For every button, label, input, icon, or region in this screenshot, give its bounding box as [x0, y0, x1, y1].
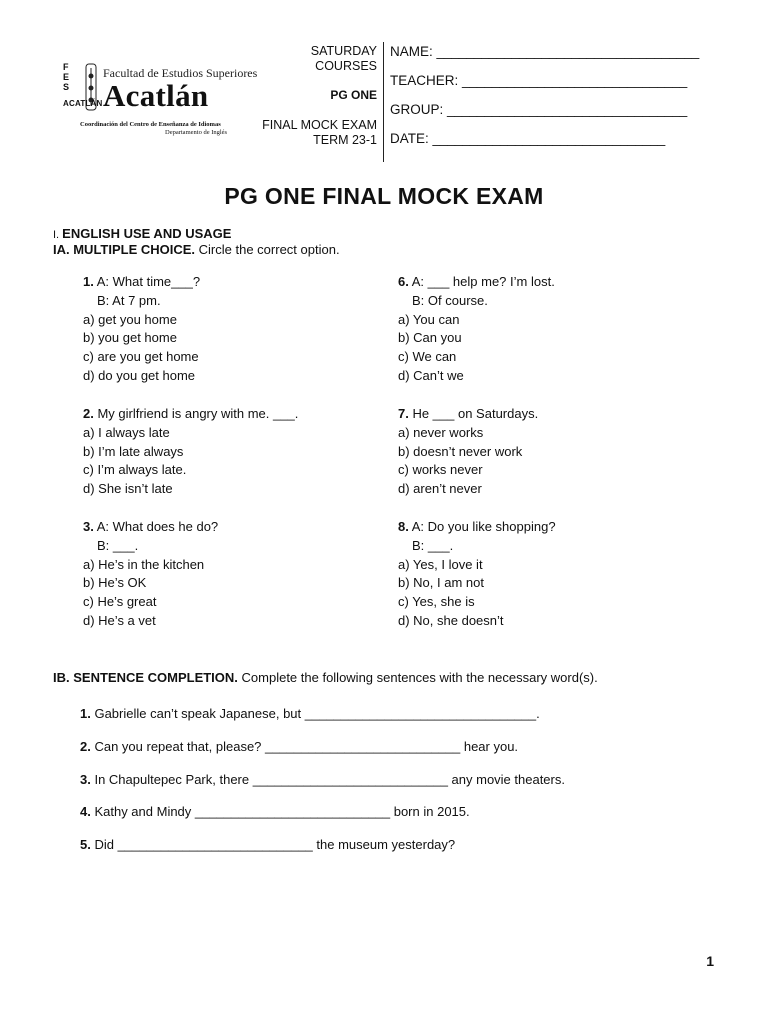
sentence-number: 3. — [80, 772, 91, 787]
fes-letter-e: E — [63, 72, 70, 82]
section-1-number: I. — [53, 229, 63, 241]
coordination-line: Coordinación del Centro de Enseñanza de Idiomas — [80, 121, 221, 128]
page-number: 1 — [706, 953, 714, 969]
section-ib-title: IB. SENTENCE COMPLETION. — [53, 670, 238, 685]
department-line: Departamento de Inglés — [165, 129, 228, 136]
group-field[interactable]: GROUP: ________________________________ — [390, 102, 688, 117]
page-title: PG ONE FINAL MOCK EXAM — [224, 183, 544, 209]
option-d[interactable]: d) do you get home — [83, 367, 196, 383]
teacher-field[interactable]: TEACHER: ______________________________ — [390, 73, 688, 88]
question-number: 1. — [83, 274, 94, 289]
courses-line-2: COURSES — [315, 59, 377, 73]
sentence-text: Did ___________________________ the museum yesterday? — [90, 837, 456, 852]
section-1-title: ENGLISH USE AND USAGE — [62, 226, 232, 241]
option-b[interactable]: b) He’s OK — [83, 575, 147, 591]
courses-line-1: SATURDAY — [310, 44, 377, 58]
option-a[interactable]: a) never works — [398, 424, 484, 440]
option-d[interactable]: d) No, she doesn’t — [398, 612, 504, 628]
question-number: 3. — [83, 519, 94, 534]
sentence-number: 2. — [80, 739, 91, 754]
section-ia-instruction: Circle the correct option. — [195, 242, 340, 257]
option-d[interactable]: d) Can’t we — [398, 367, 464, 383]
option-a[interactable]: a) get you home — [83, 311, 177, 327]
section-ib-heading — [53, 670, 598, 685]
question-6 — [398, 273, 555, 386]
sentence-text: Gabrielle can’t speak Japanese, but ________________________________. — [90, 706, 540, 721]
option-a[interactable]: a) I always late — [83, 424, 170, 440]
option-c[interactable]: c) are you get home — [83, 349, 199, 365]
question-1 — [83, 273, 200, 386]
option-a[interactable]: a) Yes, I love it — [398, 556, 483, 572]
option-a[interactable]: a) You can — [398, 311, 460, 327]
question-stem-b: B: Of course. — [412, 292, 488, 308]
sentence-text: In Chapultepec Park, there ___________________________ any movie theaters. — [90, 772, 565, 787]
option-b[interactable]: b) you get home — [83, 330, 177, 346]
faculty-name: Facultad de Estudios Superiores — [103, 66, 258, 80]
section-ib-instruction: Complete the following sentences with the necessary word(s). — [237, 670, 598, 685]
question-stem-b: B: At 7 pm. — [97, 292, 161, 308]
question-stem: He ___ on Saturdays. — [408, 406, 539, 421]
sentence-1[interactable] — [80, 706, 540, 721]
question-number: 7. — [398, 406, 409, 421]
option-c[interactable]: c) He’s great — [83, 594, 157, 610]
option-d[interactable]: d) He’s a vet — [83, 612, 156, 628]
sentence-2[interactable] — [80, 739, 518, 754]
courses-label — [311, 44, 377, 74]
date-label: DATE — [390, 131, 426, 146]
sentence-number: 5. — [80, 837, 91, 852]
date-field[interactable] — [390, 131, 665, 146]
option-c[interactable]: c) Yes, she is — [398, 594, 475, 610]
question-number: 8. — [398, 519, 409, 534]
question-stem: A: What does he do? — [93, 519, 219, 534]
question-8 — [398, 518, 556, 631]
option-d[interactable]: d) aren’t never — [398, 481, 482, 497]
fes-letter-f: F — [63, 62, 69, 72]
question-number: 6. — [398, 274, 409, 289]
section-1-heading — [53, 226, 231, 241]
fes-letter-s: S — [63, 82, 70, 92]
fes-letters — [63, 62, 70, 92]
question-stem: A: ___ help me? I’m lost. — [408, 274, 555, 289]
header-divider — [383, 42, 384, 162]
option-b[interactable]: b) No, I am not — [398, 575, 484, 591]
name-field[interactable]: NAME: ___________________________________ — [390, 44, 700, 59]
question-7 — [398, 405, 538, 499]
option-c[interactable]: c) We can — [398, 349, 457, 365]
option-c[interactable]: c) works never — [398, 462, 483, 478]
option-b[interactable]: b) doesn’t never work — [398, 443, 523, 459]
exam-line-2: TERM 23-1 — [313, 133, 377, 147]
exam-label — [262, 118, 377, 148]
question-stem: A: Do you like shopping? — [408, 519, 556, 534]
option-d[interactable]: d) She isn’t late — [83, 481, 173, 497]
level-label: PG ONE — [330, 88, 377, 102]
question-3 — [83, 518, 218, 631]
brand-name: Acatlán — [103, 78, 209, 113]
exam-line-1: FINAL MOCK EXAM — [262, 118, 377, 132]
option-a[interactable]: a) He’s in the kitchen — [83, 556, 205, 572]
option-c[interactable]: c) I’m always late. — [83, 462, 187, 478]
question-2 — [83, 405, 298, 499]
sentence-text: Kathy and Mindy ___________________________ born in 2015. — [90, 804, 470, 819]
question-stem: A: What time___? — [93, 274, 201, 289]
question-number: 2. — [83, 406, 94, 421]
sentence-text: Can you repeat that, please? ___________________________ hear you. — [90, 739, 519, 754]
section-ia-heading — [53, 242, 340, 257]
sentence-number: 1. — [80, 706, 91, 721]
option-b[interactable]: b) I’m late always — [83, 443, 184, 459]
campus-small-label: ACATLÁN — [63, 99, 103, 108]
sentence-number: 4. — [80, 804, 91, 819]
section-ia-title: IA. MULTIPLE CHOICE. — [53, 242, 196, 257]
sentence-5[interactable] — [80, 837, 455, 852]
option-b[interactable]: b) Can you — [398, 330, 462, 346]
question-stem-b: B: ___. — [97, 537, 139, 553]
sentence-3[interactable] — [80, 772, 565, 787]
question-stem-b: B: ___. — [412, 537, 454, 553]
question-stem: My girlfriend is angry with me. ___. — [93, 406, 299, 421]
sentence-4[interactable] — [80, 804, 470, 819]
date-blank: : _______________________________ — [425, 131, 666, 146]
